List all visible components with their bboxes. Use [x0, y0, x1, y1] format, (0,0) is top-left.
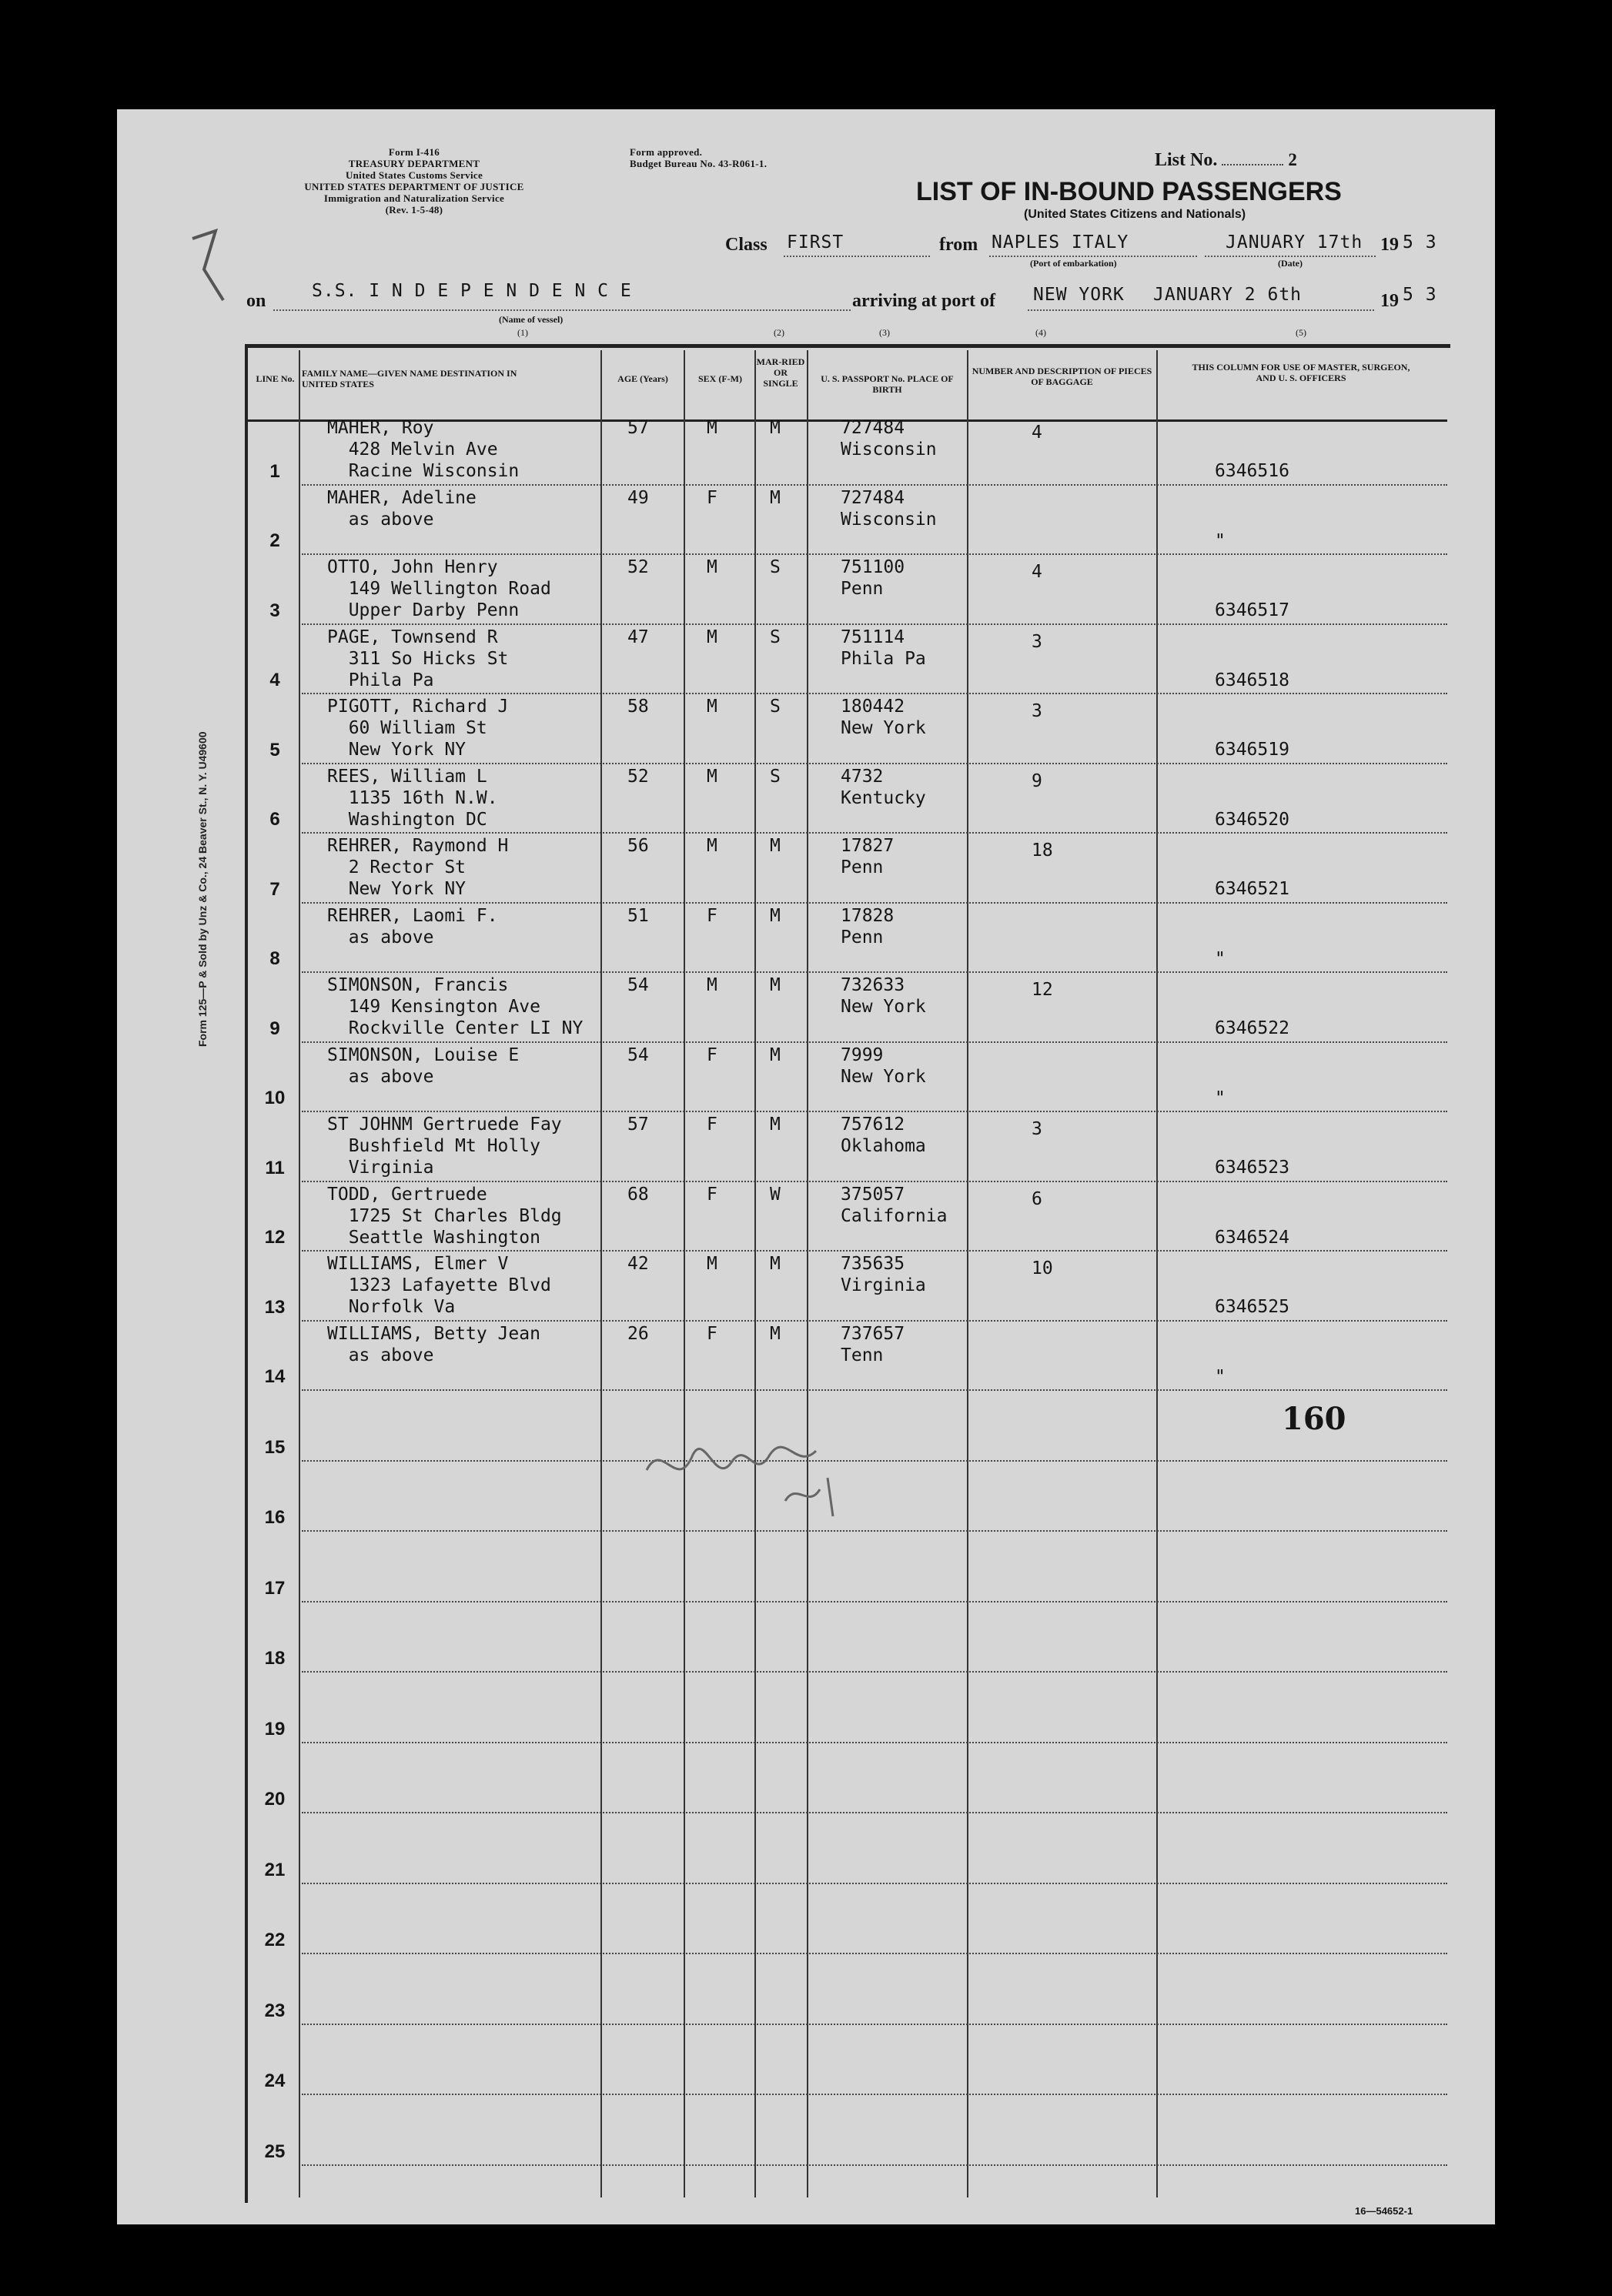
header-name: FAMILY NAME—GIVEN NAME DESTINATION IN UNITED STATES: [302, 368, 517, 389]
printer-imprint: Form 125—P & Sold by Unz & Co., 24 Beaver St., N. Y. U49600: [196, 731, 209, 1047]
header-passport: U. S. PASSPORT No. PLACE OF BIRTH: [821, 373, 954, 395]
cell-name: SIMONSON, Louise E as above: [327, 1044, 520, 1087]
line-number: 12: [264, 1227, 286, 1248]
cell-passport: 757612 Oklahoma: [841, 1115, 926, 1156]
row-separator: [302, 1111, 1447, 1112]
row-separator: [302, 1742, 1447, 1743]
header-age: AGE (Years): [617, 373, 668, 384]
cell-ms: S: [770, 557, 781, 577]
embarkation-caption: (Port of embarkation): [1030, 258, 1117, 269]
cell-officer: 6346517: [1215, 600, 1289, 620]
row-separator: [302, 971, 1447, 973]
row-separator: [302, 832, 1447, 834]
cell-name: SIMONSON, Francis 149 Kensington Ave Rockville Center LI NY: [327, 975, 584, 1038]
handwritten-signature: [631, 1409, 862, 1532]
cell-name: PAGE, Townsend R 311 So Hicks St Phila Pa: [327, 627, 509, 690]
cell-ms: S: [770, 766, 781, 787]
cell-ms: S: [770, 627, 781, 647]
cell-baggage: 12: [1032, 980, 1053, 1000]
cell-ms: M: [770, 1044, 781, 1065]
row-separator: [302, 902, 1447, 904]
ins-label: Immigration and Naturalization Service: [323, 192, 505, 204]
stamped-count: 160: [1282, 1401, 1346, 1437]
row-separator: [302, 1530, 1447, 1532]
cell-ms: M: [770, 836, 781, 856]
header-officer-use: THIS COLUMN FOR USE OF MASTER, SURGEON, AND U. S. OFFICERS: [1192, 362, 1410, 383]
cell-age: 51: [627, 905, 649, 926]
treasury-label: TREASURY DEPARTMENT: [348, 158, 480, 169]
cell-ms: W: [770, 1184, 781, 1205]
cell-officer: 6346524: [1215, 1227, 1289, 1248]
cell-age: 54: [627, 975, 649, 995]
cell-age: 26: [627, 1323, 649, 1344]
cell-officer: 6346518: [1215, 670, 1289, 690]
row-separator: [302, 1041, 1447, 1043]
revision-label: (Rev. 1-5-48): [385, 204, 443, 216]
footer-code: 16—54652-1: [1355, 2205, 1413, 2217]
line-number: 8: [269, 948, 280, 969]
class-label: Class: [725, 235, 768, 255]
list-no-value: 2: [1288, 150, 1298, 169]
cell-ms: M: [770, 1115, 781, 1135]
line-number: 3: [269, 600, 280, 621]
cell-officer: 6346520: [1215, 809, 1289, 830]
cell-name: REHRER, Laomi F. as above: [327, 905, 498, 947]
line-number: 9: [269, 1018, 280, 1039]
row-separator: [302, 553, 1447, 555]
row-separator: [302, 484, 1447, 486]
row-separator: [302, 763, 1447, 764]
cell-passport: 17827 Penn: [841, 836, 895, 877]
cell-sex: F: [707, 905, 717, 926]
line-number: 1: [269, 460, 280, 482]
form-header-block: [245, 146, 584, 216]
cell-passport: 17828 Penn: [841, 905, 895, 947]
cell-name: ST JOHNM Gertruede Fay Bushfield Mt Holly Virginia: [327, 1115, 562, 1178]
cell-ms: M: [770, 1254, 781, 1274]
cell-passport: 375057 California: [841, 1184, 948, 1226]
cell-passport: 737657 Tenn: [841, 1323, 905, 1365]
line-number: 19: [264, 1718, 286, 1740]
col-number: (3): [879, 327, 890, 338]
cell-passport: 727484 Wisconsin: [841, 487, 937, 530]
departure-year-value: 5 3: [1403, 232, 1437, 252]
arrival-year-value: 5 3: [1403, 285, 1437, 305]
cell-age: 49: [627, 487, 649, 508]
row-separator: [302, 1601, 1447, 1603]
cell-ms: M: [770, 487, 781, 508]
cell-sex: F: [707, 1115, 717, 1135]
cell-name: WILLIAMS, Elmer V 1323 Lafayette Blvd Norfolk Va: [327, 1254, 551, 1317]
cell-sex: F: [707, 1044, 717, 1065]
row-separator: [302, 2164, 1447, 2166]
cell-officer: ": [1215, 1088, 1226, 1108]
cell-passport: 727484 Wisconsin: [841, 418, 937, 460]
row-separator: [302, 1389, 1447, 1391]
embarkation-port-value: NAPLES ITALY: [992, 232, 1129, 252]
cell-baggage: 4: [1032, 423, 1042, 443]
line-number: 23: [264, 2000, 286, 2021]
cell-officer: 6346521: [1215, 879, 1289, 899]
cell-passport: 732633 New York: [841, 975, 926, 1017]
cell-baggage: 9: [1032, 770, 1042, 791]
line-number: 21: [264, 1859, 286, 1880]
budget-bureau-label: Budget Bureau No. 43-R061-1.: [630, 158, 768, 169]
cell-sex: F: [707, 487, 717, 508]
cell-sex: M: [707, 697, 717, 717]
cell-age: 58: [627, 697, 649, 717]
approval-block: [630, 146, 767, 169]
line-number: 13: [264, 1296, 286, 1318]
cell-ms: M: [770, 905, 781, 926]
cell-passport: 751114 Phila Pa: [841, 627, 926, 669]
line-number: 25: [264, 2141, 286, 2162]
cell-age: 68: [627, 1184, 649, 1205]
cell-officer: ": [1215, 530, 1226, 551]
document-title: LIST OF IN-BOUND PASSENGERS: [916, 177, 1342, 206]
cell-passport: 4732 Kentucky: [841, 766, 926, 808]
cell-name: MAHER, Roy 428 Melvin Ave Racine Wisconsin: [327, 418, 520, 481]
row-separator: [302, 1181, 1447, 1182]
cell-passport: 751100 Penn: [841, 557, 905, 599]
row-separator: [302, 2024, 1447, 2025]
cell-officer: 6346519: [1215, 740, 1289, 760]
cell-name: TODD, Gertruede 1725 St Charles Bldg Seattle Washington: [327, 1184, 562, 1248]
cell-baggage: 18: [1032, 841, 1053, 861]
date-caption: (Date): [1278, 258, 1303, 269]
customs-label: United States Customs Service: [345, 169, 483, 181]
cell-age: 57: [627, 1115, 649, 1135]
cell-passport: 180442 New York: [841, 697, 926, 738]
row-separator: [302, 1671, 1447, 1673]
cell-sex: M: [707, 766, 717, 787]
arriving-label: arriving at port of: [852, 291, 995, 311]
cell-baggage: 6: [1032, 1188, 1042, 1209]
on-label: on: [246, 291, 266, 311]
cell-name: OTTO, John Henry 149 Wellington Road Upper Darby Penn: [327, 557, 551, 620]
cell-ms: S: [770, 697, 781, 717]
cell-sex: M: [707, 836, 717, 856]
cell-sex: M: [707, 975, 717, 995]
line-number: 2: [269, 530, 280, 551]
cell-baggage: 3: [1032, 631, 1042, 652]
cell-name: WILLIAMS, Betty Jean as above: [327, 1323, 540, 1365]
cell-name: MAHER, Adeline as above: [327, 487, 477, 530]
cell-baggage: 3: [1032, 1119, 1042, 1139]
cell-age: 42: [627, 1254, 649, 1274]
cell-officer: 6346516: [1215, 461, 1289, 481]
line-number: 20: [264, 1789, 286, 1810]
header-married: MAR-RIED OR SINGLE: [756, 356, 805, 389]
header-line-no: LINE No.: [256, 373, 295, 384]
cell-officer: ": [1215, 1366, 1226, 1387]
cell-sex: M: [707, 1254, 717, 1274]
cell-name: PIGOTT, Richard J 60 William St New York NY: [327, 697, 509, 760]
line-number: 15: [264, 1436, 286, 1458]
col-number: (1): [517, 327, 528, 338]
row-separator: [302, 1250, 1447, 1252]
col-number: (5): [1296, 327, 1306, 338]
row-separator: [302, 2094, 1447, 2095]
col-number: (4): [1035, 327, 1046, 338]
cell-officer: 6346525: [1215, 1297, 1289, 1317]
row-separator: [302, 623, 1447, 625]
arrival-year-prefix: 19: [1380, 291, 1399, 311]
cell-passport: 7999 New York: [841, 1044, 926, 1087]
cell-officer: 6346523: [1215, 1158, 1289, 1178]
cell-sex: F: [707, 1323, 717, 1344]
row-separator: [302, 1320, 1447, 1322]
row-separator: [302, 1812, 1447, 1813]
row-separator: [302, 1883, 1447, 1884]
cell-name: REHRER, Raymond H 2 Rector St New York NY: [327, 836, 509, 899]
cell-ms: M: [770, 418, 781, 438]
departure-date-value: JANUARY 17th: [1226, 232, 1363, 252]
arrival-port-value: NEW YORK: [1033, 285, 1125, 305]
cell-sex: M: [707, 418, 717, 438]
line-number: 10: [264, 1088, 286, 1108]
line-number: 22: [264, 1930, 286, 1950]
line-number: 16: [264, 1507, 286, 1528]
departure-year-prefix: 19: [1380, 235, 1399, 255]
cell-age: 54: [627, 1044, 649, 1065]
class-value: FIRST: [787, 232, 844, 252]
line-number: 11: [265, 1157, 285, 1178]
header-baggage: NUMBER AND DESCRIPTION OF PIECES OF BAGGAGE: [972, 366, 1152, 387]
row-separator: [302, 1953, 1447, 1954]
from-label: from: [939, 235, 978, 255]
line-number: 7: [269, 878, 280, 900]
line-number: 18: [264, 1648, 286, 1669]
cell-sex: M: [707, 557, 717, 577]
cell-officer: ": [1215, 948, 1226, 969]
cell-passport: 735635 Virginia: [841, 1254, 926, 1295]
line-number: 24: [264, 2070, 286, 2091]
row-separator: [302, 1460, 1447, 1462]
cell-baggage: 10: [1032, 1258, 1053, 1278]
justice-label: UNITED STATES DEPARTMENT OF JUSTICE: [304, 181, 524, 192]
form-approved-label: Form approved.: [630, 146, 703, 158]
cell-age: 56: [627, 836, 649, 856]
cell-age: 52: [627, 557, 649, 577]
line-number: 6: [269, 809, 280, 830]
cell-age: 52: [627, 766, 649, 787]
cell-baggage: 4: [1032, 562, 1042, 582]
list-number: [1155, 150, 1298, 171]
line-number: 5: [269, 739, 280, 760]
cell-ms: M: [770, 975, 781, 995]
vessel-caption: (Name of vessel): [499, 314, 564, 325]
form-number: Form I-416: [388, 146, 440, 158]
margin-checkmark: [185, 223, 239, 316]
cell-sex: M: [707, 627, 717, 647]
cell-baggage: 3: [1032, 701, 1042, 721]
col-number: (2): [774, 327, 784, 338]
cell-age: 57: [627, 418, 649, 438]
cell-ms: M: [770, 1323, 781, 1344]
row-separator: [302, 693, 1447, 694]
vessel-name-value: S.S. I N D E P E N D E N C E: [312, 281, 632, 301]
line-number: 4: [269, 670, 280, 690]
cell-sex: F: [707, 1184, 717, 1205]
list-no-label: List No.: [1155, 150, 1218, 170]
document-subtitle: (United States Citizens and Nationals): [1024, 208, 1246, 221]
line-number: 17: [264, 1577, 286, 1599]
line-number: 14: [264, 1366, 286, 1387]
cell-age: 47: [627, 627, 649, 647]
cell-name: REES, William L 1135 16th N.W. Washington DC: [327, 766, 498, 830]
header-sex: SEX (F-M): [698, 373, 742, 384]
cell-officer: 6346522: [1215, 1018, 1289, 1038]
arrival-date-value: JANUARY 2 6th: [1153, 285, 1303, 305]
